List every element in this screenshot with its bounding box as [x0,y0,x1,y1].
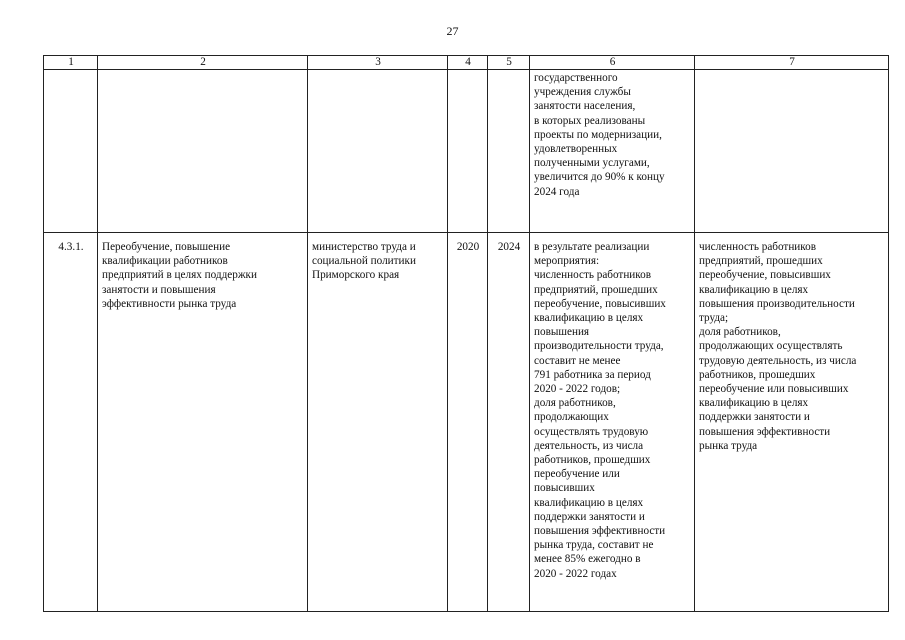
cell-start-year: 2020 [448,233,488,612]
cell-expected-result-line: в результате реализации [534,241,650,253]
cell-expected-result-line: работников, прошедших [534,454,651,467]
cell-indicators [695,70,889,233]
cell-expected-result-line: 791 работника за период [534,368,651,381]
cell-indicators-line: переобучение, повысивших [699,269,831,282]
table-row [44,70,889,233]
cell-indicators-line: квалификацию в целях [699,283,809,296]
col-header-5: 5 [488,56,530,70]
cell-executor [308,233,448,612]
cell-executor-line: Приморского края [312,269,400,282]
col-header-6: 6 [530,56,695,70]
cell-measure-name [98,233,308,612]
cell-measure-name-line: предприятий в целях поддержки [102,269,257,282]
cell-expected-result-line: переобучение, повысивших [534,297,666,310]
cell-expected-result-line: повысивших [534,482,595,495]
cell-expected-result-line: проекты по модернизации, [534,128,662,141]
cell-expected-result-line: квалификацию в целях [534,312,644,325]
cell-expected-result-line: составит не менее [534,354,621,367]
cell-executor [308,70,448,233]
cell-end-year [488,70,530,233]
col-header-3: 3 [308,56,448,70]
cell-indicators-line: поддержки занятости и [699,411,810,424]
cell-expected-result-line: 2024 года [534,185,580,198]
cell-expected-result-line: в которых реализованы [534,114,646,127]
cell-measure-name-line: Переобучение, повышение [102,241,231,253]
cell-expected-result-line: повышения эффективности [534,525,666,538]
cell-expected-result-line: производительности труда, [534,340,664,353]
cell-indicators-line: предприятий, прошедших [699,255,823,268]
cell-executor-line: министерство труда и [312,241,416,253]
cell-expected-result-line: государственного [534,72,618,84]
cell-expected-result-line: численность работников [534,269,652,282]
cell-expected-result-line: 2020 - 2022 годов; [534,383,621,396]
cell-start-year [448,70,488,233]
cell-indicators-line: повышения производительности [699,297,855,310]
cell-expected-result-line: предприятий, прошедших [534,283,658,296]
cell-number: 4.3.1. [44,233,98,612]
cell-expected-result-line: продолжающих [534,411,609,424]
cell-expected-result-line: мероприятия: [534,255,600,268]
cell-executor-line: социальной политики [312,255,416,268]
cell-expected-result-line: переобучение или [534,468,620,481]
cell-indicators-line: повышения эффективности [699,425,831,438]
measures-table [43,55,889,612]
cell-indicators-line: численность работников [699,241,817,253]
cell-expected-result-line: рынка труда, составит не [534,539,654,552]
cell-expected-result-line: занятости населения, [534,100,636,113]
cell-expected-result-line: увеличится до 90% к концу [534,171,665,184]
cell-indicators-line: доля работников, [699,326,781,339]
cell-indicators-line: переобучение или повысивших [699,383,849,396]
cell-expected-result-line: полученными услугами, [534,157,650,170]
cell-expected-result-line: удовлетворенных [534,143,618,156]
cell-indicators-line: продолжающих осуществлять [699,340,843,353]
cell-indicators-line: рынка труда [699,439,758,452]
cell-measure-name-line: занятости и повышения [102,283,216,296]
cell-measure-name [98,70,308,233]
page-number: 27 [446,24,459,38]
cell-expected-result [530,70,695,233]
cell-expected-result-line: квалификацию в целях [534,496,644,509]
cell-expected-result-line: доля работников, [534,397,616,410]
cell-measure-name-line: квалификации работников [102,255,228,268]
cell-measure-name-line: эффективности рынка труда [102,297,237,310]
cell-end-year: 2024 [488,233,530,612]
header-row [44,56,889,70]
col-header-1: 1 [44,56,98,70]
cell-indicators-line: труда; [699,312,729,325]
cell-expected-result-line: учреждения службы [534,86,631,99]
table-row [44,233,889,612]
cell-indicators-line: работников, прошедших [699,368,816,381]
cell-expected-result-line: 2020 - 2022 годах [534,567,617,580]
cell-indicators-line: трудовую деятельность, из числа [699,354,857,367]
cell-expected-result [530,233,695,612]
cell-expected-result-line: осуществлять трудовую [534,425,649,438]
cell-indicators-line: квалификацию в целях [699,397,809,410]
cell-expected-result-line: деятельность, из числа [534,439,644,452]
cell-indicators [695,233,889,612]
col-header-4: 4 [448,56,488,70]
cell-expected-result-line: повышения [534,326,590,339]
col-header-7: 7 [695,56,889,70]
col-header-2: 2 [98,56,308,70]
cell-number [44,70,98,233]
cell-expected-result-line: поддержки занятости и [534,510,645,523]
cell-expected-result-line: менее 85% ежегодно в [534,553,641,566]
